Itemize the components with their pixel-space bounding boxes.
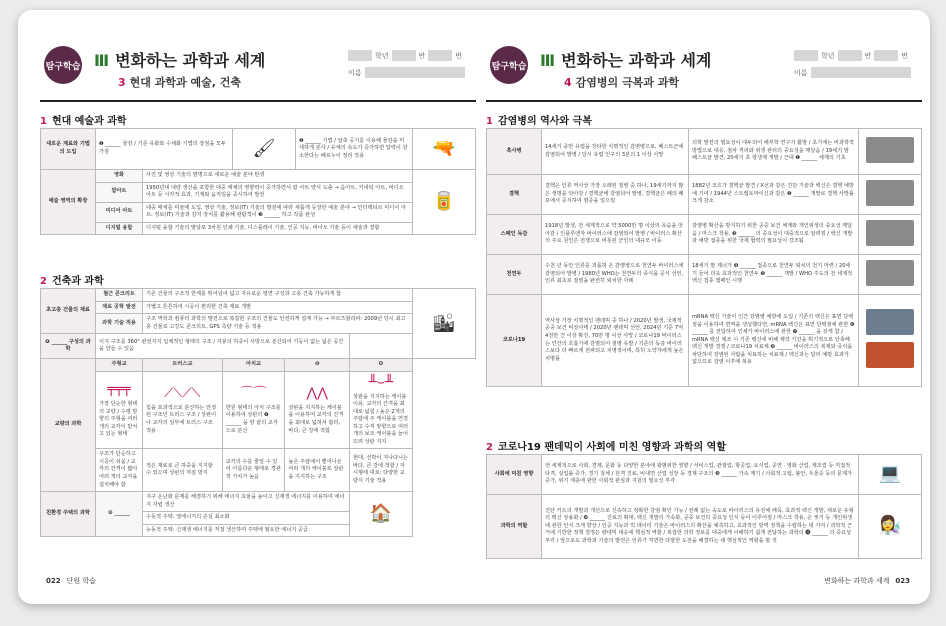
section-number: 2 [40, 276, 47, 287]
cell: 1950년대 대량 생산을 포함한 대중 매체의 영향력이 증가하면서 팝 아트 양식 도출 → 음아트, 키네틱 아트, 비디오 아트 등 시각적 효과, 기계와 움직임을 중시하여 발전 [143, 182, 413, 202]
logo: 탐구학습 [490, 46, 528, 84]
right-page [486, 10, 922, 604]
airbrush-icon: 🖌 [233, 129, 296, 170]
bridge-text-a: 상판을 지지하는 케이블을 이용하여 교각의 간격을 최대로 넓혀서 합리, 바다, 큰 강에 적합 [288, 404, 344, 434]
student-info [348, 50, 476, 84]
row-label: 결핵 [487, 175, 542, 215]
row-label: 스페인 독감 [487, 215, 542, 255]
bridge-text [143, 371, 223, 449]
virus-photo [859, 295, 922, 387]
plague-doctor-photo [859, 129, 922, 175]
bridge-text: 교각의 수를 줄일 수 있어 아름다운 형태로 경관적 가치가 높음 [222, 449, 285, 492]
grade-field[interactable] [348, 50, 372, 61]
sub-title-text: 현대 과학과 예술, 건축 [129, 76, 241, 89]
cell: 1918년 발생, 전 세계적으로 약 5000만 명 이상의 목숨을 앗아감 / 인플루엔자 바이러스에 감염되어 발병 / 바이러스 확산의 주요 원인은 전쟁으로 비롯된 군인의 대규모 이동 [542, 215, 689, 255]
row-label: 천연두 [487, 255, 542, 295]
suspension-bridge-icon: ╨⌣╨ [368, 374, 394, 390]
bridge-text [285, 371, 350, 449]
cable-stayed-bridge-icon: ⋀⋀ [306, 385, 328, 401]
unit-number: Ⅲ [540, 51, 556, 70]
koch-photo [859, 175, 922, 215]
cell: 이지 구조를 360° 완전지지 입체적인 형태의 구조 / 지붕의 하중이 사방으로 분산되어 기둥이 없는 넓은 공간을 만들 수 있음 [96, 334, 350, 359]
bridge-text-a: 상판을 지지하는 케이블 이용, 교각의 간격을 최대로 넓힘 / 높은 2개의 주탑에 주 케이블을 연결하고 수직 방향으로 여러 개의 보조 케이블을 늘어뜨려 상판 지지 [353, 393, 409, 445]
cell: 감염병 확산을 방지하기 위한 공중 보건 체계와 개인위생의 중요성 깨달음 / 마스크 착용, ❸ ______ 의 중요성이 대중적으로 알려짐 / 백신 개발과 예방 접종을 위한 국제 협력의 필요성이 강조됨 [689, 215, 859, 255]
skyscraper-icon: 🏙 [413, 289, 476, 359]
sub-label: 과학 기술 적용 [96, 314, 143, 334]
page-number: 022 [46, 577, 61, 585]
cell: 결핵은 인류 역사상 가장 오래된 질병 중 하나, 19세기까지 많은 생명을 앗아감 / 결핵균에 감염되어 발병, 결핵균은 폐의 폐포에서 증식하여 염증을 일으킴 [542, 175, 689, 215]
cell: 수천 년 동안 인류를 괴롭혀 온 감염병으로 천연두 바이러스에 감염되어 발병 / 1980년 WHO는 천연두의 종식을 공식 선언, 인류 최초로 질병을 완전히 퇴치한 사례 [542, 255, 689, 295]
class-label: 반 [864, 51, 872, 60]
cell: 디지털 융합 기술의 발달로 3차원 인쇄 기술, 디스플레이 기술, 인공 지능, 바이오 기술 등이 예술과 결합 [143, 222, 413, 235]
bridge-type: ❻ [350, 359, 413, 372]
name-field[interactable] [365, 67, 465, 78]
cell: ❷ ______ 기법 / 압축 공기를 이용해 물감을 미세하게 분사 / 유체의 속도가 증가하면 압력이 감소한다는 베르누이 정리 적용 [296, 129, 413, 170]
footer-text: 변화하는 과학과 세계 [824, 577, 890, 585]
bridge-text: 높은 주탑에서 뻗어나온 여러 개의 케이블로 상판을 지지하는 구조 [285, 449, 350, 492]
cell: 진단 키트의 개발과 개선으로 신속하고 정확한 감염 확인 가능 / 전례 없는 속도로 바이러스의 유전체 해독, 효과적 백신 개발, 새로운 유형의 백신 상용화 / ❿ ______ 진료의 확대, 백신 개발의 가속화, 공중 보건의 중요성 인식 등이 이루어짐 / 마스크 착용, 손 씻기 등 개인위생에 관한 인식 크게 향상 / 인공 지능과 빅 데이터 기술은 바이러스의 확산을 예측하고, 효과적인 방역 정책을 수립하는 데 기여 / 과학적 근거에 기반한 정책 결정은 팬데믹 대응에 핵심적 역할 / 복잡한 의학 정보를 대중에게 이해하기 쉽게 전달하는 과학의 ⓫ ______ 의 중요성 부각 / 앞으로도 과학과 기술의 발전은 인류가 직면한 다양한 도전을 해결하는 데 핵심적인 역할을 할 것 [542, 495, 859, 559]
row-label: 예술 영역의 확장 [41, 170, 96, 235]
girder-bridge-icon: ╤╤╤ [107, 382, 131, 398]
section-title: 건축과 과학 [51, 276, 104, 287]
logo: 탐구학습 [44, 46, 82, 84]
right-footer [824, 576, 916, 586]
sub-label: 팝아트 [96, 182, 143, 202]
row-label: ❹ ______ 구성의 과학 [41, 334, 96, 359]
cell: 의학 발전의 필요성이 대두되어 해부학 연구가 활발 / 초기에는 비과학적 방법으로 대응, 점차 격리와 위생 관리의 중요성을 깨달음 / 19세기 말 페스트균 발견, 20세기 초 항생제 개발 / 근대 ❶ ______ 체계의 기초 [689, 129, 859, 175]
section-title: 감염병의 역사와 극복 [497, 116, 592, 127]
cell: 기존 건물의 구조적 한계를 뛰어넘어 넓고 자유로운 평면 구성과 고층 건축 가능하게 함 [143, 289, 413, 302]
blank-label: ❽ ______ [96, 492, 143, 537]
bridge-text [350, 371, 413, 449]
sub-label: 디지털 융합 [96, 222, 143, 235]
number-field[interactable] [874, 50, 898, 61]
bridge-text [96, 371, 143, 449]
row-label: 코로나19 [487, 295, 542, 387]
section-heading [486, 112, 592, 127]
unit-number: Ⅲ [94, 51, 110, 70]
bridge-text: 적은 재료로 큰 하중을 지지할 수 있으며 상판의 처짐 방지 [143, 449, 223, 492]
class-label: 반 [418, 51, 426, 60]
cell: 구조 역학과 컴퓨터 과학의 발전으로 복잡한 구조의 건물도 안전하게 설계 가능 → 부르즈할리파: 2009년 당시 최고층 건물로 고강도 콘크리트, GPS 측량 기술 등 적용 [143, 314, 413, 334]
bridge-text-a: 반원 형태의 아치 구조를 이용하여 상판의 ❼ ______ 을 양 끝의 교각으로 분산 [225, 404, 281, 434]
eco-house-icon: 🏠 [350, 492, 413, 537]
name-label: 이름 [348, 68, 362, 77]
cell: 가볍고 튼튼하여 시공이 편리한 건축 재료 개발 [143, 301, 413, 314]
sub-label: 재료 공학 발전 [96, 301, 143, 314]
sub-title [118, 74, 241, 90]
arch-bridge-icon: ⌒⌒ [240, 385, 267, 401]
jenner-photo [859, 255, 922, 295]
footer-text: 단원 학습 [66, 577, 96, 585]
class-field[interactable] [838, 50, 862, 61]
row-label: 사회에 미친 영향 [487, 455, 542, 495]
bridge-type: 트러스교 [143, 359, 223, 372]
bridge-text: 현대, 선박이 지나다니는 바다, 큰 강에 적합 / 자시형태 대로: 다양한 교량식 기술 적용 [350, 449, 413, 492]
sub-title-text: 감염병의 극복과 과학 [575, 76, 679, 89]
section-number: 1 [40, 116, 47, 127]
cell: 지구 온난화 문제를 해결하기 위해 에너지 효율을 높이고 신재생 에너지를 이용하여 에너지 자립 생산 [143, 492, 350, 512]
cell: 전 세계적으로 사회, 경제, 문화 등 다양한 분야에 광범위한 영향 / 서비스업, 관광업, 항공업, 요식업, 공연 · 영화 산업, 제조업 등 직접적 타격, 실업률 증가, 경기 침체 / 원격 진료, 비대면 산업 성장 등 경제 구조의 ❾ ______ 가속 계기 / 사회적 고립, 불안, 우울증 등의 문제가 증가, 위기 계층에 관한 사회적 관심과 지원의 필요성 부각 [542, 455, 859, 495]
truss-bridge-icon: ⟋⟍⟋⟍ [164, 385, 201, 401]
scientist-icon: 👩‍🔬 [859, 495, 922, 559]
sub-title [564, 74, 679, 90]
grade-label: 학년 [821, 51, 835, 60]
cell: ❶ ______ 물감 / 기존 유화와 수채화 기법의 장점을 모두 가짐 [96, 129, 233, 170]
disease-table [486, 128, 922, 387]
unit-title-text: 변화하는 과학과 세계 [115, 51, 266, 70]
bridge-type: ❺ [285, 359, 350, 372]
cell: 역사상 가장 치명적인 팬데믹 중 하나 / 2020년 발생, 국제적 공중 보건 비상사태 / 2020년 팬데믹 선언, 2024년 기준 7억 4천만 건 이상 확진, 70만 명 이상 사망 / 코로나19 바이러스는 인간의 호흡기에 감염되어 질병 유발 / 기존의 독감 바이러스보다 더 빠르게 전파되고 치명적이며, 특히 노약자에게 높은 치명률 [542, 295, 689, 387]
section-title: 코로나19 팬데믹이 사회에 미친 영향과 과학의 역할 [497, 442, 726, 453]
name-field[interactable] [811, 67, 911, 78]
sub-label: 철근 콘크리트 [96, 289, 143, 302]
grade-label: 학년 [375, 51, 389, 60]
bridge-type: 주형교 [96, 359, 143, 372]
cell: 사진 및 영상 기술의 발명으로 새로운 예술 분야 탄생 [143, 170, 413, 183]
number-label: 번 [901, 51, 909, 60]
spanish-flu-photo [859, 215, 922, 255]
sub-number: 4 [564, 76, 572, 89]
open-book [18, 10, 930, 604]
grade-field[interactable] [794, 50, 818, 61]
section-heading [486, 438, 726, 453]
number-label: 번 [455, 51, 463, 60]
class-field[interactable] [392, 50, 416, 61]
left-page [40, 10, 476, 604]
unit-title [540, 48, 711, 71]
architecture-table [40, 288, 476, 537]
page-number: 023 [895, 577, 910, 585]
bridge-text: 구조가 단순하고 시공이 쉬움 / 교각의 간격이 짧아 여러 개의 교각을 설치해야 함 [96, 449, 143, 492]
cell: 1882년 코흐가 결핵균 발견 / X선과 같은 진단 기술과 백신은 결핵 예방에 기여 / 1944년 스트렙토마이신과 같은 ❷ ______ 개발로 결핵 사망률 크게 감소 [689, 175, 859, 215]
unit-title [94, 48, 265, 71]
section-number: 1 [486, 116, 493, 127]
popart-can-icon: 🥫 [413, 170, 476, 235]
sub-number: 3 [118, 76, 126, 89]
covid-impact-table [486, 454, 922, 559]
student-info [794, 50, 922, 84]
row-label: 과학의 역할 [487, 495, 542, 559]
row-label: 초고층 건물의 재료 [41, 289, 96, 334]
bridge-text [222, 371, 285, 449]
unit-title-text: 변화하는 과학과 세계 [561, 51, 712, 70]
bridge-text-a: 가장 단순한 형태의 교량 / 수평 방향의 주형을 여러 개의 교각이 받치고 있는 형태 [99, 401, 138, 438]
cell: 수동적 주택: 열에너지의 손실 최소화 [143, 512, 350, 525]
section-heading [40, 272, 104, 287]
bridge-text-a: 힘을 효과적으로 분산하는 안정된 구조인 트러스 구조 / 상판이나 교각의 일부에 트러스 구조 적용 [146, 404, 217, 434]
cell: 능동적 주택: 신재생 에너지를 직접 생산하며 주택에 필요한 에너지 공급 [143, 524, 350, 537]
remote-work-icon: 💻 [859, 455, 922, 495]
name-label: 이름 [794, 68, 808, 77]
left-footer [46, 576, 96, 586]
number-field[interactable] [428, 50, 452, 61]
sub-label: 영화 [96, 170, 143, 183]
right-header [486, 42, 922, 102]
art-table [40, 128, 476, 235]
spray-gun-icon: 🔫 [413, 129, 476, 170]
section-title: 현대 예술과 과학 [51, 116, 127, 127]
cell: 대중 매체를 미술에 도입, 영상 기술, 정보(IT) 기술의 발전에 따라 새롭게 등장한 예술 분야 → 인터랙티브 미디어 아트: 정보(IT) 기술과 감지 장치를 활용해 관람객이 ❸ ______ 하고 작품 완성 [143, 202, 413, 222]
cell: 14세기 중반 유럽을 강타한 치명적인 감염병으로, 페스트군에 감염되어 발병 / 당시 유럽 인구의 3분의 1 이상 사망 [542, 129, 689, 175]
sub-label: 미디어 아트 [96, 202, 143, 222]
section-heading [40, 112, 127, 127]
bridge-type: 아치교 [222, 359, 285, 372]
cell: 18세기 말 제너가 ❹ ______ 접종으로 천연두 퇴치의 전기 마련 / 20세기 들어 더욱 효과적인 천연두 ❺ ______ 개발 / WHO 주도의 전 세계적 백신 접종 캠페인 시행 [689, 255, 859, 295]
cell: mRNA 백신 기술이 인간 감염병 예방에 도입 / 기존의 백신은 표면 단백질을 이용하여 면역을 생성했다면, mRNA 백신은 표면 단백질에 관한 ❻ ______ 를 전달하여 인체가 바이러스에 관한 ❼ ______ 을 갖게 함 / mRNA 백신 제조 시 기존 백신에 비해 제작 기간을 획기적으로 단축해 백신 개발 경쟁 / 코로나19 치료제 ❽ ______ 바이러스의 복제와 증식을 차단하여 감염된 사람을 치료하는 치료제 / 백신과는 달리 예방 효과가 없으므로 감염 이후에 복용 [689, 295, 859, 387]
row-label: 교량의 과학 [41, 359, 96, 492]
row-label: 흑사병 [487, 129, 542, 175]
section-number: 2 [486, 442, 493, 453]
left-header [40, 42, 476, 102]
row-label: 친환경 주택의 과학 [41, 492, 96, 537]
row-label: 새로운 재료와 기법의 도입 [41, 129, 96, 170]
